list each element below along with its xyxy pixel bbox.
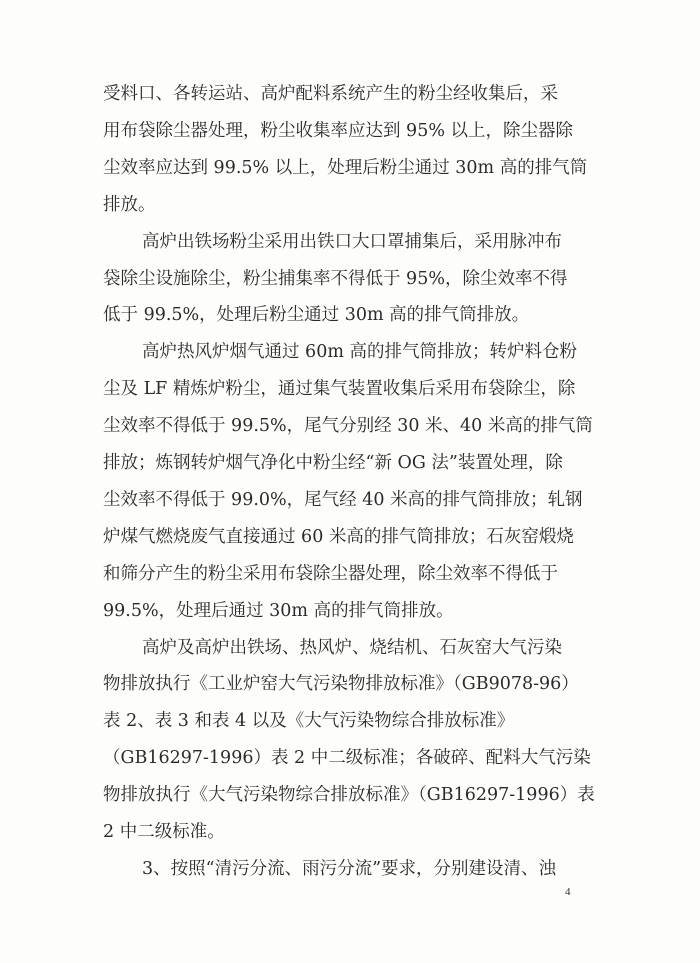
text-line: 袋除尘设施除尘，粉尘捕集率不得低于 95%，除尘效率不得 — [103, 268, 568, 289]
text-line: （GB16297-1996）表 2 中二级标准；各破碎、配料大气污染 — [103, 748, 591, 769]
text-line: 排放。 — [103, 194, 156, 215]
text-line: 炉煤气燃烧废气直接通过 60 米高的排气筒排放；石灰窑煅烧 — [103, 526, 574, 547]
text-line: 排放；炼钢转炉烟气净化中粉尘经“新 OG 法”装置处理，除 — [103, 453, 563, 473]
text-line: 99.5%，处理后通过 30m 高的排气筒排放。 — [103, 600, 454, 621]
text-line: 和筛分产生的粉尘采用布袋除尘器处理，除尘效率不得低于 — [103, 563, 558, 584]
text-line: 物排放执行《工业炉窑大气污染物排放标准》（GB9078-96） — [103, 674, 579, 695]
text-line: 物排放执行《大气污染物综合排放标准》（GB16297-1996）表 — [103, 785, 595, 806]
text-line: 尘效率应达到 99.5% 以上，处理后粉尘通过 30m 高的排气筒 — [103, 157, 588, 178]
text-line: 高炉出铁场粉尘采用出铁口大口罩捕集后，采用脉冲布 — [142, 231, 562, 252]
text-line: 用布袋除尘器处理，粉尘收集率应达到 95% 以上，除尘器除 — [103, 120, 574, 141]
text-line: 尘效率不得低于 99.0%，尾气经 40 米高的排气筒排放；轧钢 — [103, 489, 583, 510]
text-line: 尘效率不得低于 99.5%，尾气分别经 30 米、40 米高的排气筒 — [103, 416, 593, 437]
page-number: 4 — [565, 886, 571, 898]
text-line: 高炉及高炉出铁场、热风炉、烧结机、石灰窑大气污染 — [142, 637, 562, 658]
text-line: 2 中二级标准。 — [103, 822, 225, 842]
text-line: 低于 99.5%，处理后粉尘通过 30m 高的排气筒排放。 — [103, 305, 530, 326]
text-line: 3、按照“清污分流、雨污分流”要求，分别建设清、浊 — [142, 858, 557, 879]
text-line: 受料口、各转运站、高炉配料系统产生的粉尘经收集后，采 — [103, 84, 558, 104]
text-line: 尘及 LF 精炼炉粉尘，通过集气装置收集后采用布袋除尘，除 — [103, 379, 576, 400]
text-line: 高炉热风炉烟气通过 60m 高的排气筒排放；转炉料仓粉 — [142, 342, 577, 363]
text-line: 表 2、表 3 和表 4 以及《大气污染物综合排放标准》 — [103, 711, 515, 732]
